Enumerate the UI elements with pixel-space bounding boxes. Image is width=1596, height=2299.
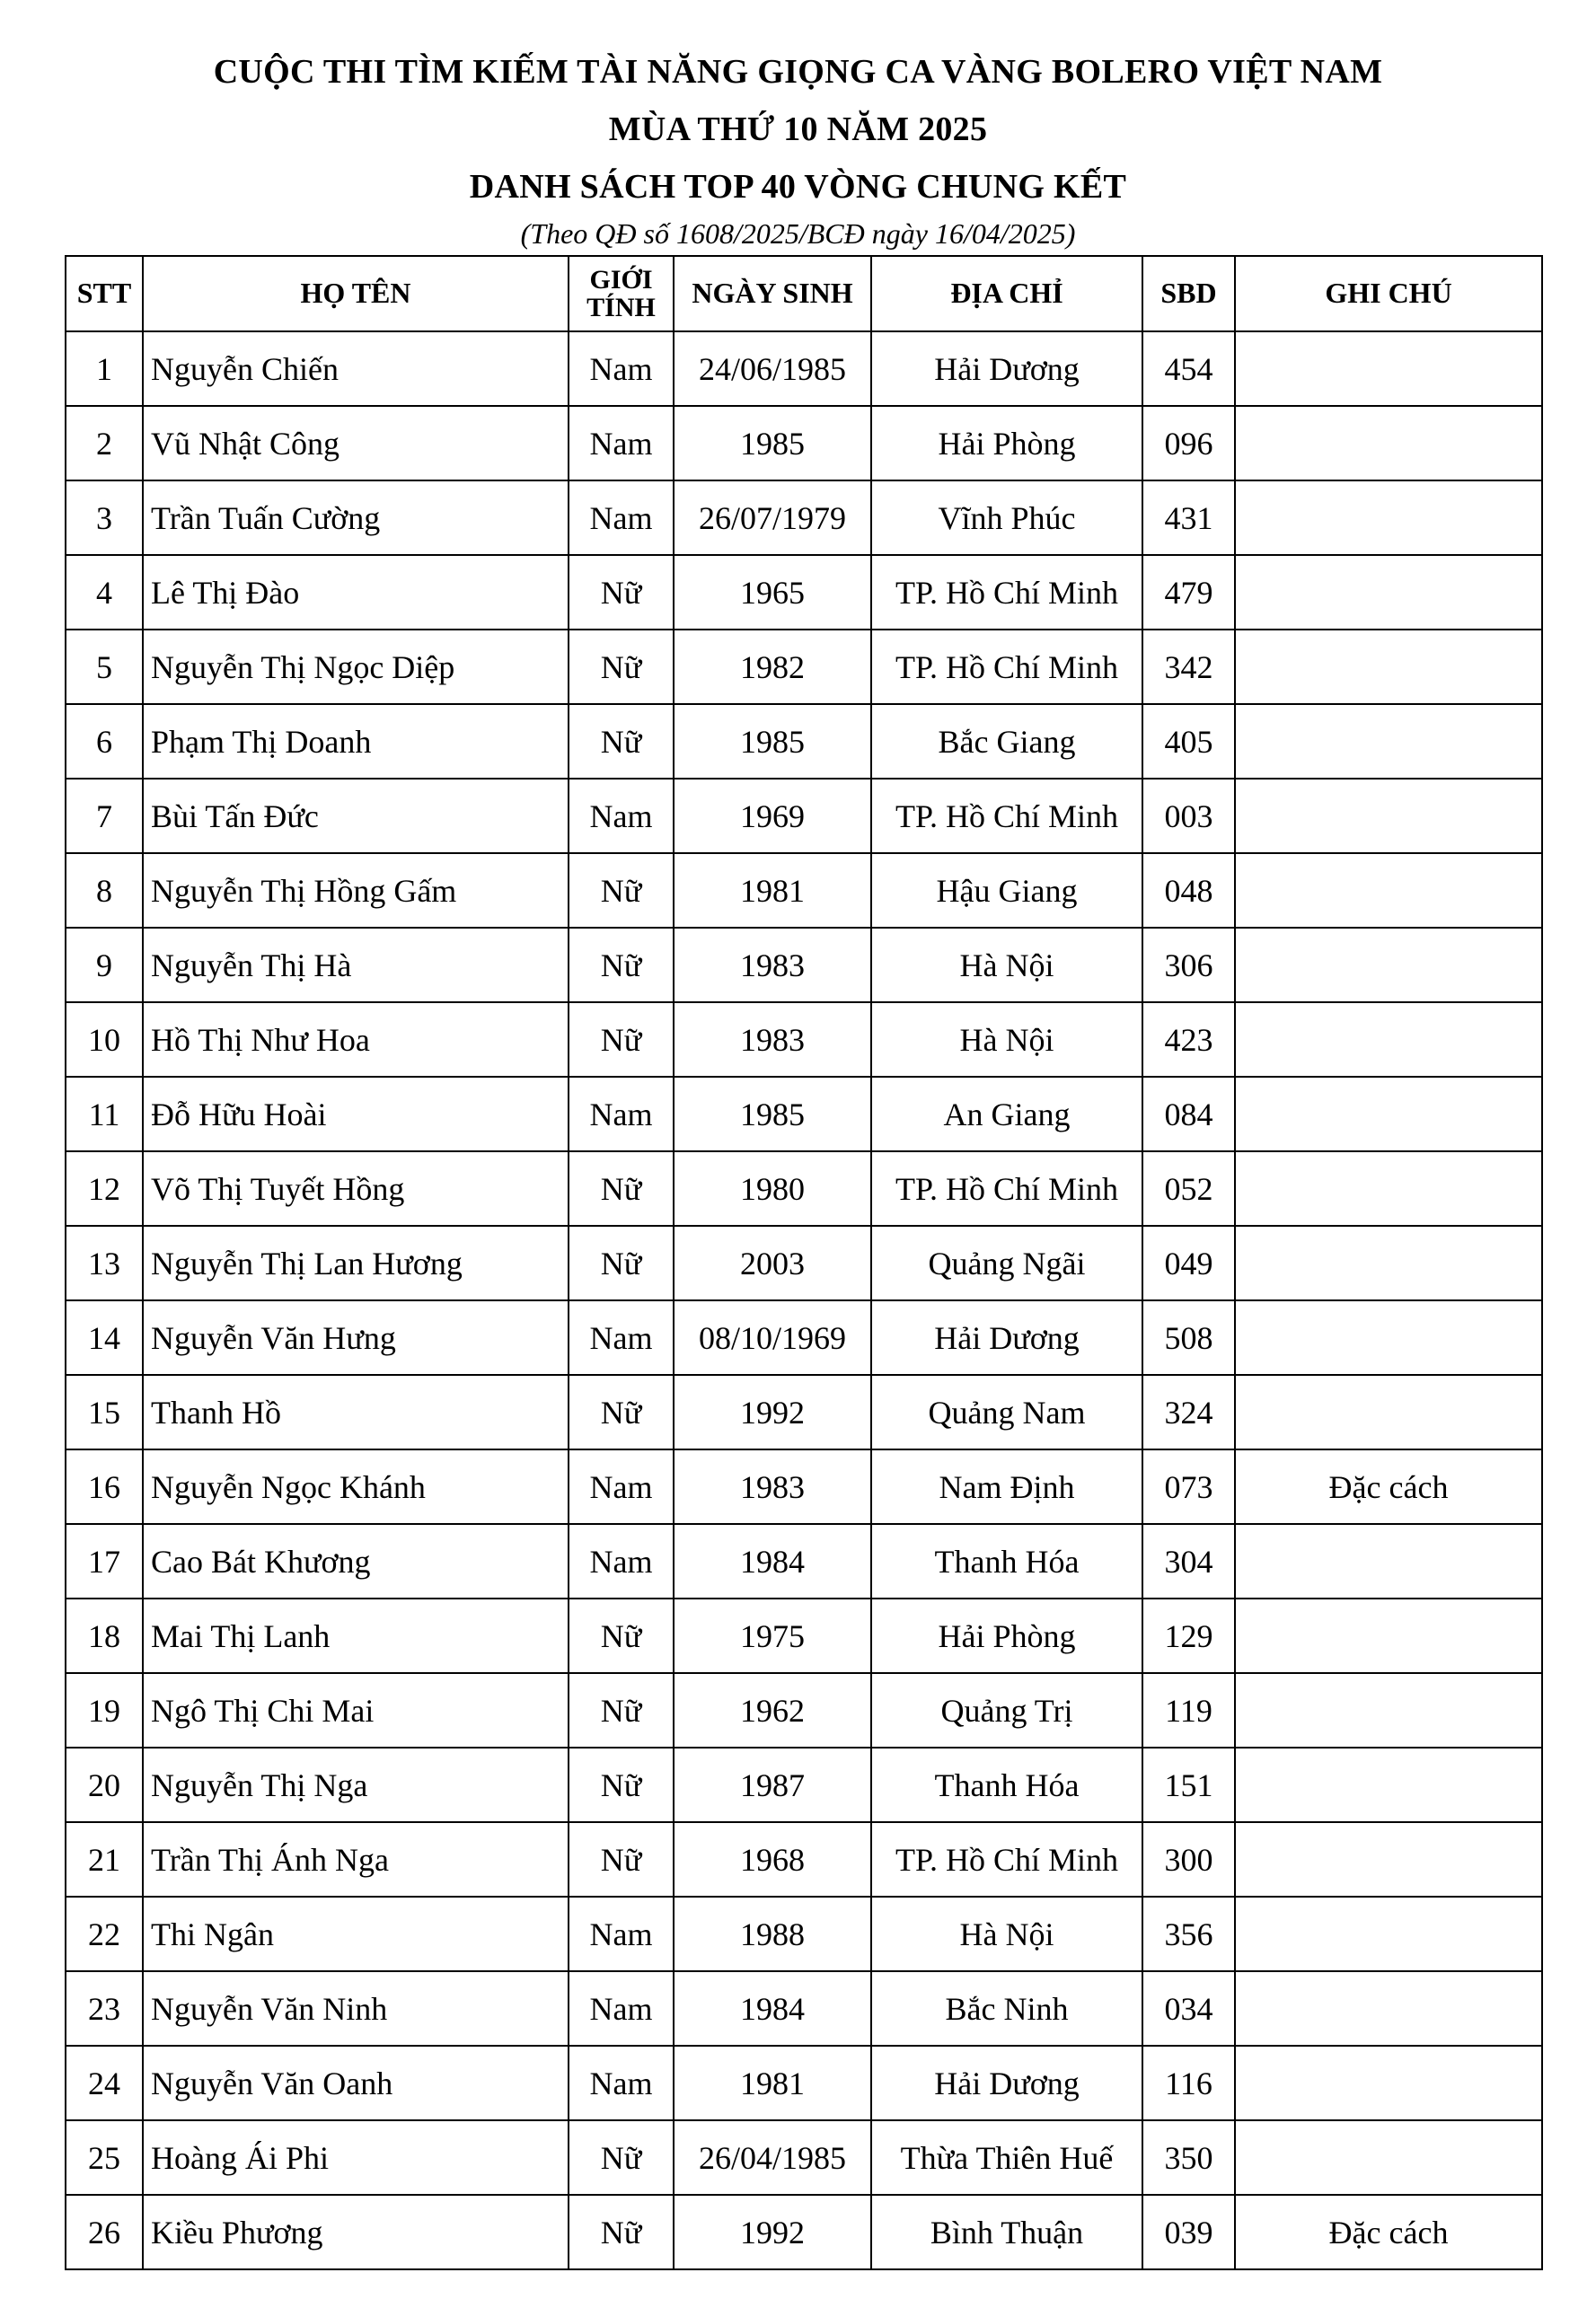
- cell-note: [1235, 1897, 1542, 1971]
- cell-gender: Nữ: [569, 1822, 674, 1897]
- cell-stt: 21: [66, 1822, 143, 1897]
- cell-stt: 12: [66, 1151, 143, 1226]
- cell-name: Trần Tuấn Cường: [143, 480, 569, 555]
- cell-birthdate: 2003: [674, 1226, 871, 1300]
- cell-sbd: 508: [1142, 1300, 1235, 1375]
- cell-birthdate: 1992: [674, 1375, 871, 1449]
- cell-stt: 7: [66, 779, 143, 853]
- table-row: [66, 704, 1542, 779]
- cell-name: Cao Bát Khương: [143, 1524, 569, 1599]
- cell-note: [1235, 331, 1542, 406]
- cell-gender: Nữ: [569, 704, 674, 779]
- cell-birthdate: 1968: [674, 1822, 871, 1897]
- table-row: [66, 331, 1542, 406]
- cell-birthdate: 08/10/1969: [674, 1300, 871, 1375]
- cell-birthdate: 1965: [674, 555, 871, 630]
- table-row: [66, 1971, 1542, 2046]
- table-row: [66, 1673, 1542, 1748]
- cell-birthdate: 1985: [674, 704, 871, 779]
- cell-sbd: 116: [1142, 2046, 1235, 2120]
- cell-gender: Nam: [569, 779, 674, 853]
- cell-gender: Nữ: [569, 853, 674, 928]
- table-row: [66, 1226, 1542, 1300]
- season-title: MÙA THỨ 10 NĂM 2025: [608, 110, 988, 148]
- cell-address: Hậu Giang: [871, 853, 1142, 928]
- cell-birthdate: 1992: [674, 2195, 871, 2269]
- cell-birthdate: 1983: [674, 928, 871, 1002]
- cell-birthdate: 1985: [674, 1077, 871, 1151]
- cell-name: Bùi Tấn Đức: [143, 779, 569, 853]
- cell-sbd: 405: [1142, 704, 1235, 779]
- cell-address: Hải Dương: [871, 2046, 1142, 2120]
- cell-address: TP. Hồ Chí Minh: [871, 1822, 1142, 1897]
- cell-sbd: 073: [1142, 1449, 1235, 1524]
- cell-gender: Nam: [569, 331, 674, 406]
- cell-stt: 1: [66, 331, 143, 406]
- cell-birthdate: 26/07/1979: [674, 480, 871, 555]
- table-row: [66, 1748, 1542, 1822]
- cell-birthdate: 1975: [674, 1599, 871, 1673]
- cell-stt: 26: [66, 2195, 143, 2269]
- table-row: [66, 1524, 1542, 1599]
- cell-sbd: 039: [1142, 2195, 1235, 2269]
- cell-sbd: 431: [1142, 480, 1235, 555]
- cell-name: Võ Thị Tuyết Hồng: [143, 1151, 569, 1226]
- table-row: [66, 1599, 1542, 1673]
- cell-birthdate: 1969: [674, 779, 871, 853]
- cell-gender: Nữ: [569, 928, 674, 1002]
- column-header-gender: GIỚI TÍNH: [569, 256, 674, 331]
- table-row: [66, 1897, 1542, 1971]
- table-row: [66, 853, 1542, 928]
- cell-sbd: 049: [1142, 1226, 1235, 1300]
- cell-address: Thanh Hóa: [871, 1524, 1142, 1599]
- cell-birthdate: 1984: [674, 1524, 871, 1599]
- cell-gender: Nam: [569, 1524, 674, 1599]
- cell-birthdate: 1983: [674, 1002, 871, 1077]
- column-header-address: ĐỊA CHỈ: [871, 256, 1142, 331]
- table-row: [66, 1151, 1542, 1226]
- cell-note: [1235, 2046, 1542, 2120]
- cell-address: Bắc Giang: [871, 704, 1142, 779]
- cell-gender: Nam: [569, 406, 674, 480]
- cell-stt: 22: [66, 1897, 143, 1971]
- cell-name: Nguyễn Thị Nga: [143, 1748, 569, 1822]
- cell-name: Trần Thị Ánh Nga: [143, 1822, 569, 1897]
- finalists-table: [65, 255, 1543, 2270]
- cell-birthdate: 1962: [674, 1673, 871, 1748]
- cell-address: Vĩnh Phúc: [871, 480, 1142, 555]
- cell-address: Thừa Thiên Huế: [871, 2120, 1142, 2195]
- cell-name: Nguyễn Văn Oanh: [143, 2046, 569, 2120]
- cell-sbd: 479: [1142, 555, 1235, 630]
- cell-sbd: 096: [1142, 406, 1235, 480]
- cell-stt: 2: [66, 406, 143, 480]
- table-row: [66, 480, 1542, 555]
- cell-gender: Nữ: [569, 630, 674, 704]
- cell-stt: 10: [66, 1002, 143, 1077]
- cell-note: [1235, 1599, 1542, 1673]
- cell-name: Nguyễn Thị Ngọc Diệp: [143, 630, 569, 704]
- cell-gender: Nữ: [569, 1673, 674, 1748]
- cell-birthdate: 1981: [674, 853, 871, 928]
- cell-name: Phạm Thị Doanh: [143, 704, 569, 779]
- cell-gender: Nữ: [569, 1748, 674, 1822]
- cell-name: Ngô Thị Chi Mai: [143, 1673, 569, 1748]
- cell-note: [1235, 2120, 1542, 2195]
- cell-name: Nguyễn Văn Hưng: [143, 1300, 569, 1375]
- cell-name: Nguyễn Thị Hà: [143, 928, 569, 1002]
- table-row: [66, 2120, 1542, 2195]
- table-row: [66, 928, 1542, 1002]
- list-title: DANH SÁCH TOP 40 VÒNG CHUNG KẾT: [469, 168, 1127, 206]
- cell-stt: 14: [66, 1300, 143, 1375]
- cell-gender: Nam: [569, 1077, 674, 1151]
- table-row: [66, 406, 1542, 480]
- cell-sbd: 423: [1142, 1002, 1235, 1077]
- cell-address: Hải Phòng: [871, 1599, 1142, 1673]
- table-row: [66, 1077, 1542, 1151]
- cell-stt: 18: [66, 1599, 143, 1673]
- cell-address: Bắc Ninh: [871, 1971, 1142, 2046]
- cell-birthdate: 1983: [674, 1449, 871, 1524]
- cell-stt: 20: [66, 1748, 143, 1822]
- cell-stt: 25: [66, 2120, 143, 2195]
- table-row: [66, 779, 1542, 853]
- table-row: [66, 2195, 1542, 2269]
- cell-stt: 13: [66, 1226, 143, 1300]
- table-row: [66, 555, 1542, 630]
- cell-name: Hồ Thị Như Hoa: [143, 1002, 569, 1077]
- cell-note: [1235, 853, 1542, 928]
- cell-note: [1235, 1673, 1542, 1748]
- cell-name: Kiều Phương: [143, 2195, 569, 2269]
- cell-note: [1235, 1748, 1542, 1822]
- cell-note: [1235, 1151, 1542, 1226]
- cell-birthdate: 1987: [674, 1748, 871, 1822]
- cell-note: [1235, 779, 1542, 853]
- cell-address: Hải Dương: [871, 331, 1142, 406]
- cell-name: Nguyễn Văn Ninh: [143, 1971, 569, 2046]
- cell-sbd: 356: [1142, 1897, 1235, 1971]
- cell-gender: Nam: [569, 1897, 674, 1971]
- cell-gender: Nữ: [569, 1226, 674, 1300]
- table-row: [66, 630, 1542, 704]
- cell-address: An Giang: [871, 1077, 1142, 1151]
- cell-gender: Nam: [569, 1449, 674, 1524]
- cell-address: Hà Nội: [871, 928, 1142, 1002]
- table-row: [66, 1300, 1542, 1375]
- cell-birthdate: 1985: [674, 406, 871, 480]
- cell-stt: 17: [66, 1524, 143, 1599]
- cell-stt: 9: [66, 928, 143, 1002]
- cell-stt: 4: [66, 555, 143, 630]
- cell-name: Nguyễn Ngọc Khánh: [143, 1449, 569, 1524]
- cell-name: Vũ Nhật Công: [143, 406, 569, 480]
- cell-note: [1235, 1822, 1542, 1897]
- column-header-birthdate: NGÀY SINH: [674, 256, 871, 331]
- column-header-sbd: SBD: [1142, 256, 1235, 331]
- cell-birthdate: 1988: [674, 1897, 871, 1971]
- cell-name: Lê Thị Đào: [143, 555, 569, 630]
- cell-gender: Nam: [569, 1971, 674, 2046]
- cell-stt: 11: [66, 1077, 143, 1151]
- cell-gender: Nam: [569, 2046, 674, 2120]
- cell-address: Hà Nội: [871, 1897, 1142, 1971]
- cell-stt: 16: [66, 1449, 143, 1524]
- cell-address: Hải Dương: [871, 1300, 1142, 1375]
- cell-birthdate: 1984: [674, 1971, 871, 2046]
- cell-note: [1235, 1002, 1542, 1077]
- cell-name: Thi Ngân: [143, 1897, 569, 1971]
- cell-note: [1235, 928, 1542, 1002]
- cell-note: [1235, 1524, 1542, 1599]
- cell-name: Nguyễn Chiến: [143, 331, 569, 406]
- cell-sbd: 324: [1142, 1375, 1235, 1449]
- table-row: [66, 1449, 1542, 1524]
- cell-sbd: 119: [1142, 1673, 1235, 1748]
- table-row: [66, 2046, 1542, 2120]
- cell-name: Thanh Hồ: [143, 1375, 569, 1449]
- cell-name: Hoàng Ái Phi: [143, 2120, 569, 2195]
- cell-sbd: 003: [1142, 779, 1235, 853]
- cell-stt: 6: [66, 704, 143, 779]
- table-header-row: [66, 256, 1542, 331]
- cell-gender: Nữ: [569, 1375, 674, 1449]
- cell-address: TP. Hồ Chí Minh: [871, 779, 1142, 853]
- cell-sbd: 129: [1142, 1599, 1235, 1673]
- column-header-name: HỌ TÊN: [143, 256, 569, 331]
- cell-stt: 19: [66, 1673, 143, 1748]
- cell-sbd: 048: [1142, 853, 1235, 928]
- cell-sbd: 034: [1142, 1971, 1235, 2046]
- cell-address: Bình Thuận: [871, 2195, 1142, 2269]
- cell-note: [1235, 1077, 1542, 1151]
- cell-address: TP. Hồ Chí Minh: [871, 555, 1142, 630]
- cell-stt: 23: [66, 1971, 143, 2046]
- cell-sbd: 342: [1142, 630, 1235, 704]
- cell-address: Quảng Trị: [871, 1673, 1142, 1748]
- cell-address: Quảng Nam: [871, 1375, 1142, 1449]
- cell-birthdate: 24/06/1985: [674, 331, 871, 406]
- cell-gender: Nam: [569, 1300, 674, 1375]
- cell-stt: 8: [66, 853, 143, 928]
- cell-note: Đặc cách: [1235, 1449, 1542, 1524]
- cell-address: Thanh Hóa: [871, 1748, 1142, 1822]
- cell-note: [1235, 1971, 1542, 2046]
- cell-sbd: 304: [1142, 1524, 1235, 1599]
- cell-address: Hà Nội: [871, 1002, 1142, 1077]
- cell-sbd: 151: [1142, 1748, 1235, 1822]
- cell-sbd: 052: [1142, 1151, 1235, 1226]
- cell-gender: Nữ: [569, 2195, 674, 2269]
- cell-note: [1235, 704, 1542, 779]
- cell-birthdate: 26/04/1985: [674, 2120, 871, 2195]
- cell-gender: Nam: [569, 480, 674, 555]
- cell-name: Mai Thị Lanh: [143, 1599, 569, 1673]
- column-header-stt: STT: [66, 256, 143, 331]
- cell-name: Đỗ Hữu Hoài: [143, 1077, 569, 1151]
- cell-address: TP. Hồ Chí Minh: [871, 630, 1142, 704]
- cell-note: [1235, 630, 1542, 704]
- cell-address: TP. Hồ Chí Minh: [871, 1151, 1142, 1226]
- cell-gender: Nữ: [569, 555, 674, 630]
- cell-note: Đặc cách: [1235, 2195, 1542, 2269]
- cell-birthdate: 1982: [674, 630, 871, 704]
- cell-stt: 5: [66, 630, 143, 704]
- decision-reference: (Theo QĐ số 1608/2025/BCĐ ngày 16/04/2025): [520, 217, 1076, 250]
- cell-address: Nam Định: [871, 1449, 1142, 1524]
- cell-stt: 24: [66, 2046, 143, 2120]
- cell-sbd: 300: [1142, 1822, 1235, 1897]
- cell-gender: Nữ: [569, 1002, 674, 1077]
- table-row: [66, 1002, 1542, 1077]
- cell-note: [1235, 1300, 1542, 1375]
- cell-note: [1235, 480, 1542, 555]
- cell-stt: 15: [66, 1375, 143, 1449]
- cell-birthdate: 1981: [674, 2046, 871, 2120]
- cell-address: Quảng Ngãi: [871, 1226, 1142, 1300]
- cell-gender: Nữ: [569, 2120, 674, 2195]
- table-row: [66, 1375, 1542, 1449]
- column-header-note: GHI CHÚ: [1235, 256, 1542, 331]
- cell-birthdate: 1980: [674, 1151, 871, 1226]
- cell-gender: Nữ: [569, 1599, 674, 1673]
- cell-name: Nguyễn Thị Lan Hương: [143, 1226, 569, 1300]
- cell-gender: Nữ: [569, 1151, 674, 1226]
- cell-note: [1235, 406, 1542, 480]
- cell-stt: 3: [66, 480, 143, 555]
- cell-sbd: 084: [1142, 1077, 1235, 1151]
- cell-note: [1235, 1226, 1542, 1300]
- cell-note: [1235, 555, 1542, 630]
- cell-address: Hải Phòng: [871, 406, 1142, 480]
- cell-sbd: 306: [1142, 928, 1235, 1002]
- cell-sbd: 454: [1142, 331, 1235, 406]
- cell-note: [1235, 1375, 1542, 1449]
- table-row: [66, 1822, 1542, 1897]
- cell-name: Nguyễn Thị Hồng Gấm: [143, 853, 569, 928]
- cell-sbd: 350: [1142, 2120, 1235, 2195]
- document-title: CUỘC THI TÌM KIẾM TÀI NĂNG GIỌNG CA VÀNG BOLERO VIỆT NAM: [213, 53, 1383, 91]
